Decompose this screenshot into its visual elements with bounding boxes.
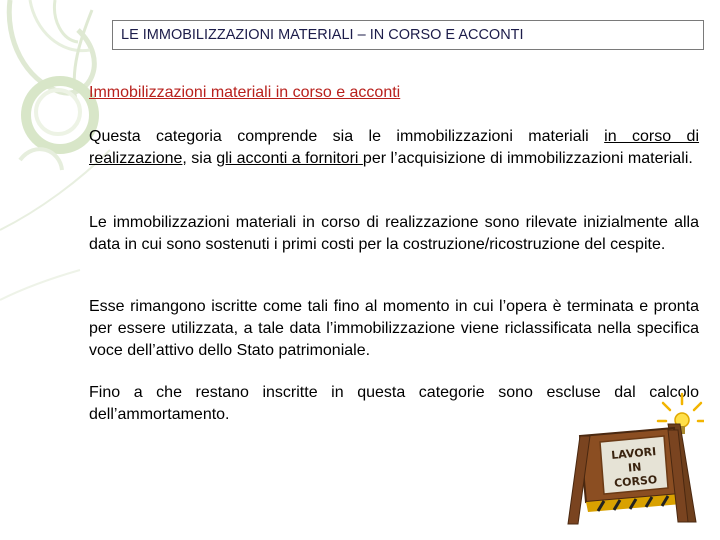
paragraph-1-text-a: Questa categoria comprende sia le immobilizzazioni materiali [89,128,605,145]
paragraph-4: Fino a che restano inscritte in questa categorie sono escluse dal calcolo dell’ammortamento. [89,384,699,423]
paragraph-1-underline-a: in corso di realizzazione [89,128,700,167]
section-subtitle: Immobilizzazioni materiali in corso e acconti [89,84,401,101]
under-construction-sign-icon [556,384,704,526]
sign-text-3: CORSO [613,473,658,490]
paragraph-1-text-c: per l’acquisizione di immobilizzazioni materiali. [362,150,693,167]
paragraph-3: Esse rimangono iscritte come tali fino al momento in cui l’opera è terminata e pronta per essere utilizzata, a tale data l’immobilizzazione viene riclassificata nella specifica voce dell’attivo dello Stato patrimoniale. [89,298,699,359]
paragraph-2: Le immobilizzazioni materiali in corso di realizzazione sono rilevate inizialmente alla data in cui sono sostenuti i primi costi per la costruzione/ricostruzione del cespite. [89,214,699,253]
sign-text-1: LAVORI [610,445,657,462]
slide-title: LE IMMOBILIZZAZIONI MATERIALI – IN CORSO E ACCONTI [121,27,524,43]
title-box [112,20,704,50]
paragraph-1-underline-b: gli acconti a fornitori [216,150,363,167]
sign-text-2: IN [627,460,642,475]
paragraph-1 [89,126,699,170]
paragraph-1-text-b: , sia [182,150,217,167]
